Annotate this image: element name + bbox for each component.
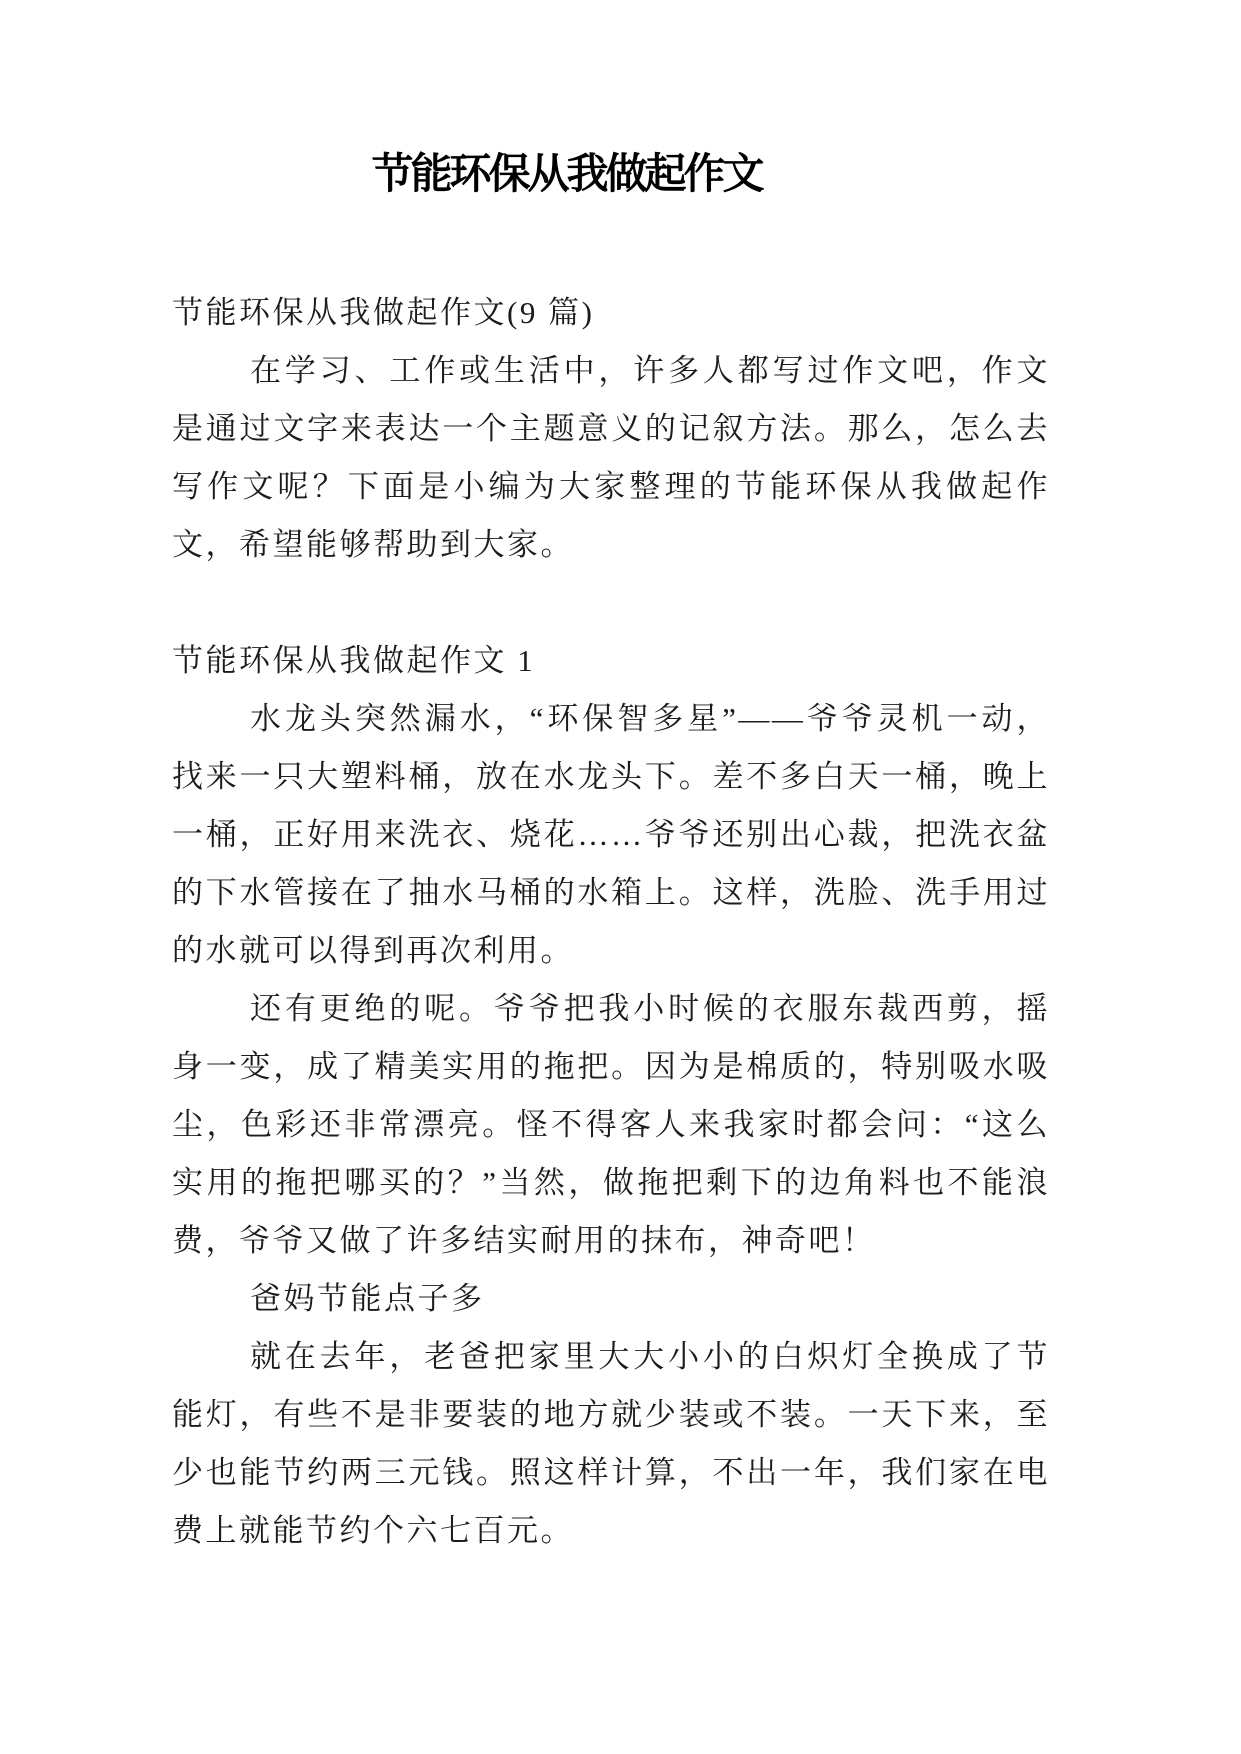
paragraph-energy-saving-lamps: 就在去年，老爸把家里大大小小的白炽灯全换成了节能灯，有些不是非要装的地方就少装或不装。一天下来，至少也能节约两三元钱。照这样计算，不出一年，我们家在电费上就能节约个六七百元。 bbox=[172, 1339, 1050, 1548]
paragraph-parents-ideas-heading: 爸妈节能点子多 bbox=[250, 1281, 485, 1316]
section-heading-essay-1: 节能环保从我做起作文 1 bbox=[172, 643, 536, 678]
document-title: 节能环保从我做起作文 bbox=[371, 152, 762, 198]
blank-line bbox=[172, 574, 1050, 632]
paragraph-editor-intro: 在学习、工作或生活中，许多人都写过作文吧，作文是通过文字来表达一个主题意义的记叙方法。那么，怎么去写作文呢？下面是小编为大家整理的节能环保从我做起作文，希望能够帮助到大家。 bbox=[172, 353, 1050, 562]
document-body bbox=[172, 284, 1050, 1560]
paragraph-grandpa-mop: 还有更绝的呢。爷爷把我小时候的衣服东裁西剪，摇身一变，成了精美实用的拖把。因为是棉质的，特别吸水吸尘，色彩还非常漂亮。怪不得客人来我家时都会问：“这么实用的拖把哪买的？”当然，做拖把剩下的边角料也不能浪费，爷爷又做了许多结实耐用的抹布，神奇吧！ bbox=[172, 991, 1050, 1258]
paragraph-collection-count: 节能环保从我做起作文(9 篇) bbox=[172, 295, 595, 330]
paragraph-grandpa-water-saving: 水龙头突然漏水，“环保智多星”——爷爷灵机一动，找来一只大塑料桶，放在水龙头下。差不多白天一桶，晚上一桶，正好用来洗衣、烧花……爷爷还别出心裁，把洗衣盆的下水管接在了抽水马桶的水箱上。这样，洗脸、洗手用过的水就可以得到再次利用。 bbox=[172, 701, 1050, 968]
